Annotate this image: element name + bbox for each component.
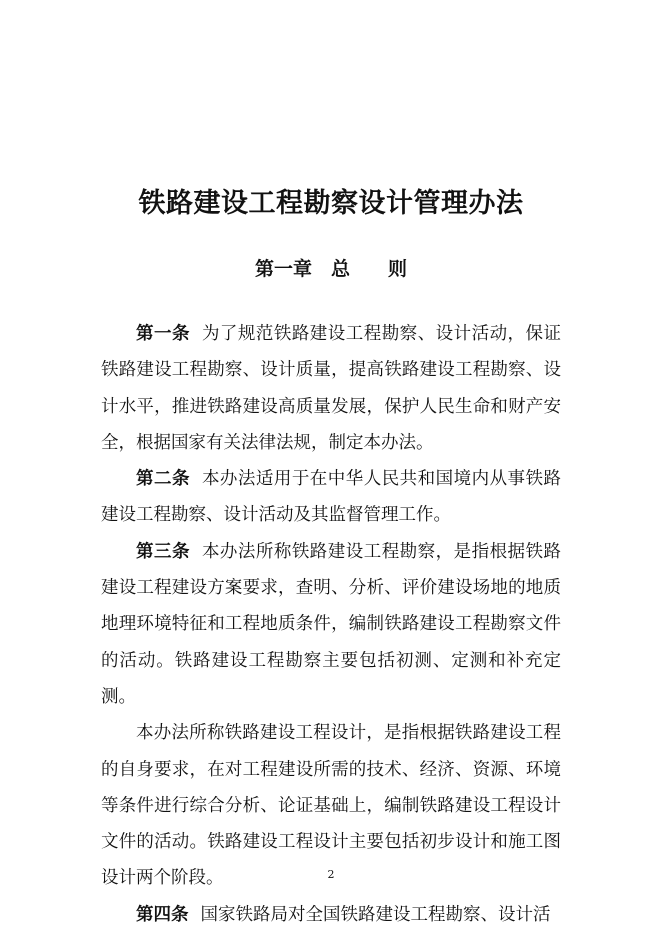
article-text: 本办法所称铁路建设工程设计，是指根据铁路建设工程的自身要求，在对工程建设所需的技术、经济、资源、环境等条件进行综合分析、论证基础上，编制铁路建设工程设计文件的活动。铁路建设工程设计主要包括初步设计和施工图设计两个阶段。 bbox=[101, 723, 561, 889]
page-number: 2 bbox=[327, 868, 335, 881]
article-text: 为了规范铁路建设工程勘察、设计活动，保证铁路建设工程勘察、设计质量，提高铁路建设工程勘察、设计水平，推进铁路建设高质量发展，保护人民生命和财产安全，根据国家有关法律法规，制定本办法。 bbox=[101, 324, 562, 453]
document-title: 铁路建设工程勘察设计管理办法 bbox=[138, 188, 524, 219]
article-2-paragraph bbox=[101, 461, 561, 534]
article-3-paragraph bbox=[101, 534, 561, 715]
article-number: 第四条 bbox=[136, 904, 189, 925]
chapter-heading: 第一章 总 则 bbox=[254, 258, 407, 280]
article-1-paragraph bbox=[101, 316, 561, 461]
article-number: 第一条 bbox=[136, 324, 190, 344]
article-text: 本办法所称铁路建设工程勘察，是指根据铁路建设工程建设方案要求，查明、分析、评价建设场地的地质地理环境特征和工程地质条件，编制铁路建设工程勘察文件的活动。铁路建设工程勘察主要包括初测、定测和补充定测。 bbox=[101, 541, 562, 707]
article-number: 第二条 bbox=[136, 469, 190, 490]
article-number: 第三条 bbox=[136, 541, 190, 562]
article-4-paragraph bbox=[101, 897, 561, 933]
article-text: 国家铁路局对全国铁路建设工程勘察、设计活 bbox=[200, 904, 551, 925]
article-text: 本办法适用于在中华人民共和国境内从事铁路建设工程勘察、设计活动及其监督管理工作。 bbox=[101, 469, 562, 526]
document-body bbox=[101, 316, 561, 933]
